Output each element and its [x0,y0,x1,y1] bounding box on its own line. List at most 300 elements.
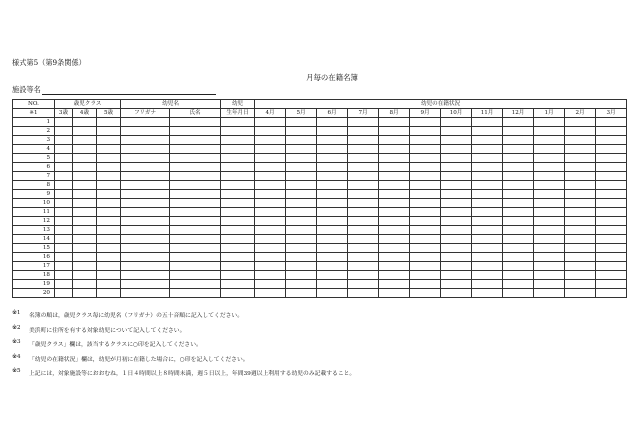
blank-cell [348,118,379,127]
blank-cell [410,118,441,127]
blank-cell [255,154,286,163]
blank-cell [97,226,121,235]
blank-cell [534,127,565,136]
blank-cell [472,190,503,199]
blank-cell [255,262,286,271]
blank-cell [472,172,503,181]
blank-cell [121,145,170,154]
blank-cell [596,199,627,208]
blank-cell [503,262,534,271]
blank-cell [97,199,121,208]
class-group-header: 歳児クラス [55,100,121,109]
blank-cell [97,145,121,154]
blank-cell [441,172,472,181]
blank-cell [348,289,379,298]
blank-cell [121,127,170,136]
blank-cell [441,199,472,208]
blank-cell [348,217,379,226]
blank-cell [317,118,348,127]
blank-cell [73,145,97,154]
row-number: 13 [13,226,55,235]
table-row [13,226,627,235]
blank-cell [503,280,534,289]
table-row [13,145,627,154]
blank-cell [170,244,221,253]
blank-cell [472,235,503,244]
blank-cell [73,262,97,271]
table-row [13,271,627,280]
blank-cell [503,181,534,190]
blank-cell [317,172,348,181]
note-item [12,368,355,383]
blank-cell [317,262,348,271]
notes-list [12,310,355,383]
blank-cell [441,271,472,280]
blank-cell [317,190,348,199]
blank-cell [121,235,170,244]
blank-cell [286,226,317,235]
blank-cell [472,163,503,172]
blank-cell [534,154,565,163]
blank-cell [410,244,441,253]
note-text: 「歳児クラス」欄は，該当するクラスに○印を記入してください。 [29,342,202,348]
blank-cell [596,145,627,154]
blank-cell [472,127,503,136]
blank-cell [97,253,121,262]
blank-cell [286,190,317,199]
blank-cell [410,190,441,199]
blank-cell [97,289,121,298]
table-row [13,172,627,181]
blank-cell [255,181,286,190]
blank-cell [503,136,534,145]
blank-cell [121,289,170,298]
enrollment-roster-table [12,99,627,298]
blank-cell [565,208,596,217]
blank-cell [286,271,317,280]
blank-cell [286,289,317,298]
header-row-bottom [13,109,627,118]
blank-cell [503,145,534,154]
blank-cell [317,280,348,289]
blank-cell [73,244,97,253]
row-number: 1 [13,118,55,127]
blank-cell [286,217,317,226]
blank-cell [317,226,348,235]
blank-cell [170,190,221,199]
blank-cell [286,127,317,136]
blank-cell [317,199,348,208]
blank-cell [170,127,221,136]
blank-cell [73,253,97,262]
blank-cell [534,190,565,199]
blank-cell [596,208,627,217]
birth-header-top: 幼児 [221,100,255,109]
blank-cell [255,172,286,181]
blank-cell [503,253,534,262]
blank-cell [472,208,503,217]
document-title: 月毎の在籍名簿 [306,73,358,82]
blank-cell [441,253,472,262]
blank-cell [596,253,627,262]
blank-cell [534,253,565,262]
table-row [13,289,627,298]
blank-cell [565,253,596,262]
blank-cell [286,145,317,154]
blank-cell [534,208,565,217]
blank-cell [55,172,73,181]
blank-cell [55,262,73,271]
form-label: 様式第5（第9条関係） [12,58,86,67]
blank-cell [73,118,97,127]
blank-cell [73,190,97,199]
blank-cell [565,163,596,172]
blank-cell [472,136,503,145]
note-text: 「幼児の在籍状況」欄は，幼児が月初に在籍した場合に，○印を記入してください。 [29,356,249,363]
row-number: 3 [13,136,55,145]
blank-cell [441,127,472,136]
facility-name-field [12,85,216,95]
blank-cell [565,226,596,235]
blank-cell [348,145,379,154]
blank-cell [170,172,221,181]
blank-cell [410,226,441,235]
blank-cell [97,163,121,172]
kana-header: フリガナ [121,109,170,118]
blank-cell [221,280,255,289]
blank-cell [534,262,565,271]
blank-cell [55,271,73,280]
blank-cell [317,271,348,280]
table-row [13,190,627,199]
blank-cell [221,145,255,154]
blank-cell [286,163,317,172]
blank-cell [221,172,255,181]
blank-cell [379,145,410,154]
blank-cell [503,271,534,280]
note-text: 上記には，対象施設等におおむね，１日４時間以上８時間未満，週５日以上，年間39週以上利用する幼児のみ記載すること。 [29,371,356,377]
blank-cell [596,262,627,271]
blank-cell [472,226,503,235]
blank-cell [255,280,286,289]
blank-cell [73,136,97,145]
blank-cell [121,181,170,190]
blank-cell [348,163,379,172]
blank-cell [170,163,221,172]
blank-cell [534,199,565,208]
blank-cell [348,127,379,136]
blank-cell [73,208,97,217]
blank-cell [565,199,596,208]
blank-cell [255,127,286,136]
blank-cell [379,235,410,244]
blank-cell [596,136,627,145]
blank-cell [596,118,627,127]
row-number: 11 [13,208,55,217]
blank-cell [503,208,534,217]
blank-cell [503,163,534,172]
blank-cell [170,262,221,271]
blank-cell [565,217,596,226]
blank-cell [121,154,170,163]
blank-cell [255,271,286,280]
blank-cell [565,127,596,136]
blank-cell [55,199,73,208]
blank-cell [379,136,410,145]
blank-cell [286,154,317,163]
blank-cell [472,280,503,289]
blank-cell [565,154,596,163]
blank-cell [348,253,379,262]
blank-cell [221,163,255,172]
note-text: 名簿の順は，歳児クラス毎に幼児名（フリガナ）の五十音順に記入してください。 [29,313,244,319]
blank-cell [348,190,379,199]
blank-cell [221,154,255,163]
blank-cell [534,244,565,253]
blank-cell [97,244,121,253]
blank-cell [73,217,97,226]
table-row [13,199,627,208]
blank-cell [121,244,170,253]
blank-cell [503,127,534,136]
blank-cell [97,118,121,127]
table-row [13,118,627,127]
blank-cell [121,217,170,226]
blank-cell [503,244,534,253]
blank-cell [121,280,170,289]
blank-cell [410,217,441,226]
blank-cell [348,226,379,235]
blank-cell [170,154,221,163]
blank-cell [534,163,565,172]
blank-cell [170,217,221,226]
blank-cell [286,244,317,253]
note-mark: ※1 [12,310,21,316]
table-row [13,262,627,271]
blank-cell [121,226,170,235]
blank-cell [503,172,534,181]
blank-cell [73,271,97,280]
month-header: 11月 [472,109,503,118]
note-item [12,325,355,340]
blank-cell [565,145,596,154]
blank-cell [410,199,441,208]
blank-cell [472,244,503,253]
blank-cell [55,235,73,244]
blank-cell [121,118,170,127]
blank-cell [534,289,565,298]
blank-cell [286,199,317,208]
blank-cell [348,271,379,280]
blank-cell [441,145,472,154]
month-header: 9月 [410,109,441,118]
month-header: 7月 [348,109,379,118]
blank-cell [55,280,73,289]
blank-cell [379,262,410,271]
blank-cell [73,163,97,172]
note-text: 美浜町に住所を有する対象幼児について記入してください。 [29,327,186,334]
blank-cell [441,280,472,289]
blank-cell [503,235,534,244]
blank-cell [317,253,348,262]
blank-cell [379,154,410,163]
blank-cell [503,226,534,235]
blank-cell [255,253,286,262]
blank-cell [441,163,472,172]
blank-cell [255,289,286,298]
blank-cell [221,226,255,235]
month-header: 10月 [441,109,472,118]
blank-cell [472,262,503,271]
note-mark: ※2 [12,324,21,331]
blank-cell [534,145,565,154]
blank-cell [73,199,97,208]
facility-label: 施設等名 [12,85,41,94]
blank-cell [73,289,97,298]
blank-cell [410,136,441,145]
blank-cell [441,136,472,145]
blank-cell [97,136,121,145]
table-row [13,136,627,145]
blank-cell [97,262,121,271]
blank-cell [441,208,472,217]
blank-cell [534,118,565,127]
blank-cell [379,172,410,181]
blank-cell [596,271,627,280]
blank-cell [410,253,441,262]
blank-cell [410,154,441,163]
blank-cell [221,262,255,271]
blank-cell [97,280,121,289]
row-number: 9 [13,190,55,199]
blank-cell [255,118,286,127]
blank-cell [97,190,121,199]
blank-cell [410,235,441,244]
blank-cell [286,172,317,181]
month-header: 6月 [317,109,348,118]
no-header: NO. [13,100,55,109]
blank-cell [441,217,472,226]
row-number: 5 [13,154,55,163]
blank-cell [286,118,317,127]
row-number: 12 [13,217,55,226]
blank-cell [73,154,97,163]
blank-cell [596,190,627,199]
name-header: 氏名 [170,109,221,118]
blank-cell [317,235,348,244]
blank-cell [534,181,565,190]
blank-cell [55,217,73,226]
blank-cell [565,118,596,127]
blank-cell [410,127,441,136]
blank-cell [286,280,317,289]
facility-name-line [42,86,216,95]
row-number: 8 [13,181,55,190]
blank-cell [55,289,73,298]
blank-cell [121,208,170,217]
row-number: 20 [13,289,55,298]
blank-cell [97,172,121,181]
blank-cell [410,280,441,289]
blank-cell [379,217,410,226]
row-number: 7 [13,172,55,181]
blank-cell [503,199,534,208]
blank-cell [255,199,286,208]
blank-cell [596,181,627,190]
blank-cell [73,172,97,181]
blank-cell [121,136,170,145]
blank-cell [379,280,410,289]
blank-cell [55,145,73,154]
table-row [13,127,627,136]
note-item [12,310,355,325]
month-header: 3月 [596,109,627,118]
blank-cell [55,181,73,190]
blank-cell [565,181,596,190]
class-header: 5歳 [97,109,121,118]
blank-cell [121,253,170,262]
blank-cell [221,118,255,127]
month-header: 5月 [286,109,317,118]
blank-cell [55,226,73,235]
blank-cell [534,226,565,235]
blank-cell [596,226,627,235]
table-row [13,244,627,253]
blank-cell [97,235,121,244]
blank-cell [255,163,286,172]
blank-cell [348,244,379,253]
blank-cell [565,172,596,181]
blank-cell [255,226,286,235]
blank-cell [170,226,221,235]
blank-cell [348,208,379,217]
blank-cell [55,253,73,262]
header-row-top [13,100,627,109]
note-mark: ※4 [12,353,21,360]
blank-cell [472,145,503,154]
note-item [12,339,355,354]
month-header: 8月 [379,109,410,118]
blank-cell [348,199,379,208]
blank-cell [503,118,534,127]
roster-body [13,118,627,298]
blank-cell [286,136,317,145]
table-row [13,181,627,190]
table-row [13,208,627,217]
blank-cell [472,271,503,280]
blank-cell [121,190,170,199]
blank-cell [286,181,317,190]
blank-cell [255,244,286,253]
blank-cell [255,208,286,217]
month-header: 12月 [503,109,534,118]
blank-cell [221,217,255,226]
blank-cell [286,262,317,271]
blank-cell [379,199,410,208]
blank-cell [317,208,348,217]
blank-cell [503,154,534,163]
blank-cell [73,226,97,235]
blank-cell [503,289,534,298]
row-number: 18 [13,271,55,280]
blank-cell [221,127,255,136]
blank-cell [534,136,565,145]
blank-cell [97,154,121,163]
blank-cell [73,181,97,190]
blank-cell [441,244,472,253]
blank-cell [97,208,121,217]
blank-cell [410,163,441,172]
